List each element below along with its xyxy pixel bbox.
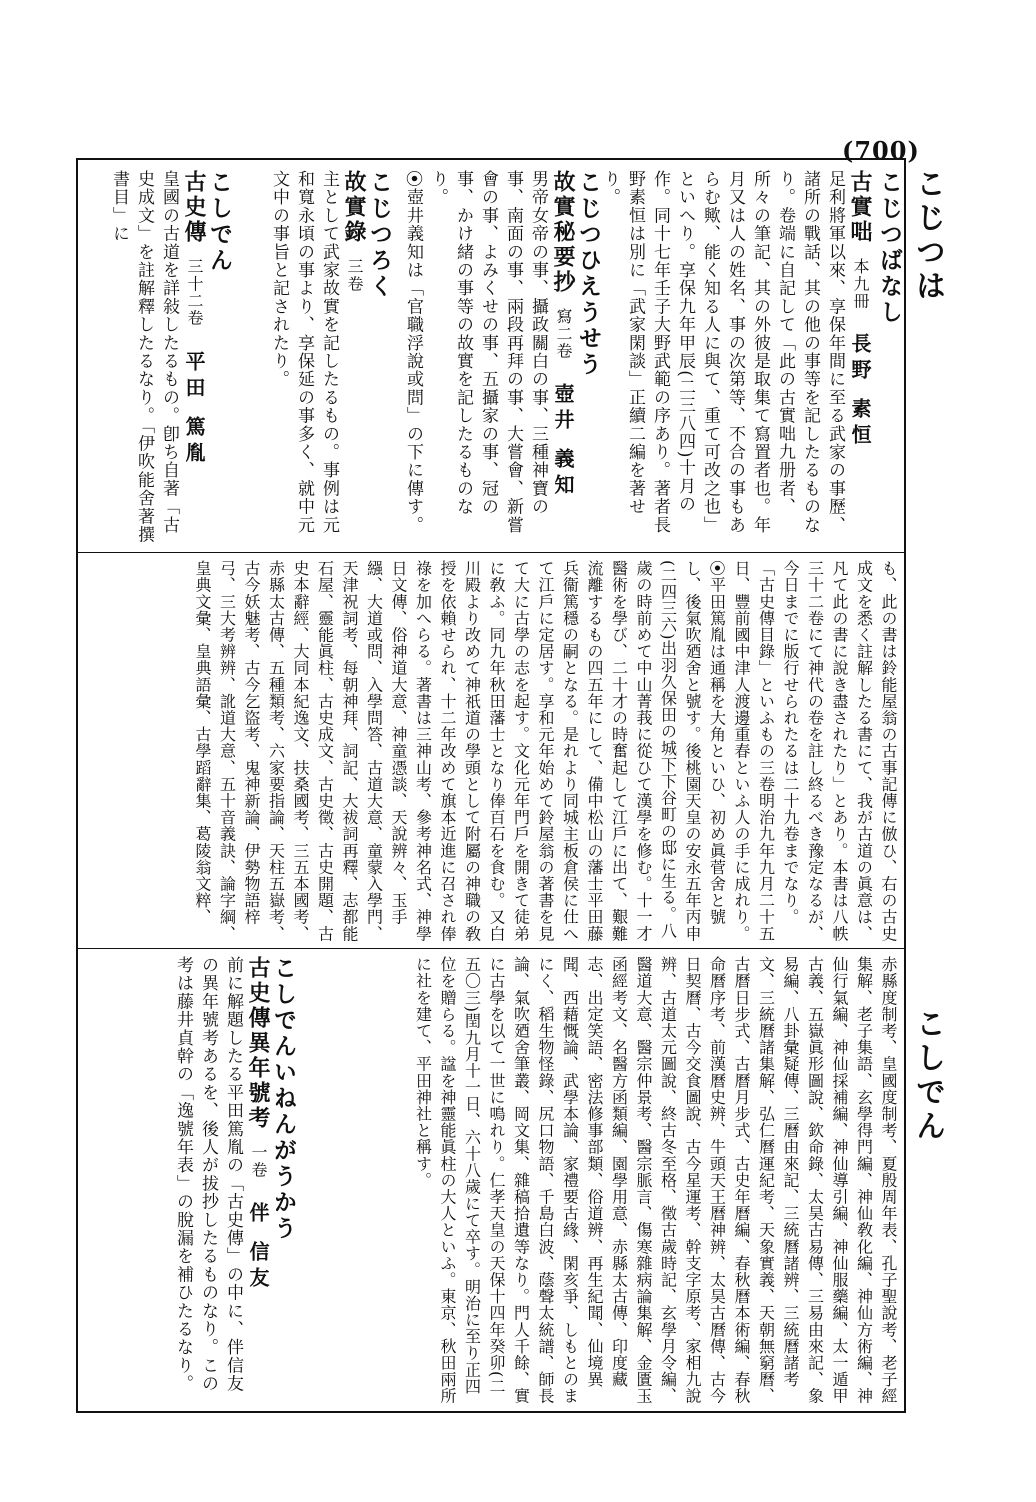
volume-count: 寫二卷 [554,307,573,360]
entry-reading: こじつひえうせう [575,170,602,378]
koshiden-continuation: も、此の書は鈴能屋翁の古事記傳に倣ひ、右の古史成文を悉く註解したる書にて、我が古道の眞意は、凡て此の書に說き盡されたり」とあり。本書は八帙三十二卷にて神代の卷を註し終るべき豫定なるが、今日までに版行せられたるは二十九卷までなり。「古史傳目錄」といふもの三卷明治九年九月二十五日、豐前國中津人渡邊重春といふ人の手に成れり。 [732,560,898,942]
entry-text: 主として武家故實を記したるもの。事例は元和寬永頃の事より、享保延の事多く、就中元文中の事旨と記されたり。 [269,170,339,534]
entry-kojitsuroku [236,170,392,548]
divider-lower [76,948,906,949]
page-number: (700) [842,136,920,165]
entry-reading: こじつばなし [876,170,903,326]
book-title: 古史傳異年號考 [245,956,271,1131]
running-head-right: こじつは [910,168,945,304]
entry-kojitsuhieusho [396,170,601,548]
hirata-biography: ⦿平田篤胤は通稱を大角といひ、初め眞菅舍と號し、後氣吹廼舍と號す。後桃園天皇の安永五年丙申(二四三六)出羽久保田の城下下谷町の邸に生る。八歲の時前めて中山菁莪に從ひて漢學を修む。十一才醫術を學び、二十才の時奮起して江戶に出て、艱難流離するもの四五年にして、備中松山の藩士平田藤兵衞篤穩の嗣となる。是れより同城主板倉侯に仕へて江戶に定居す。享和元年始めて鈴屋翁の著書を見て大に古學の志を起す。文化元年門戶を開きて徒弟に敎ふ。同九年秋田藩士となり俸百石を食む。又白川殿より改めて神祇道の學頭として附屬の神職の敎授を依賴せられ、十二年改めて旗本近進に召され俸祿を加へらる。著書は三神山考、參考神名式、神學日文傳、俗神道大意、神童憑談、天說辨々、玉手繦、大道或問、入學問答、古道大意、童蒙入學門、天津祝詞考、每朝神拜、詞記、大祓詞再釋、志都能石屋、靈能眞柱、古史成文、古史徵、古史開題、古史本辭經、大同本紀逸文、扶桑國考、三五本國考、赤縣太古傳、五種類考、六家要指論、天柱五嶽考、古今妖魅考、古今乞盜考、鬼神新論、伊勢物語梓弓、三大考辨辨、訛道大意、五十音義訣、論字綱、皇典文彙、皇典語彙、古學蹈辭集、葛陵翁文粹、 [193,560,727,942]
entry-reading: こしでんいねんがうかう [270,956,297,1242]
volume-count: 三十二卷 [185,257,204,327]
entry-text: 前に解題したる平田篤胤の「古史傳」の中に、伴信友の異年號考あるを、後人が拔抄したるものなり。この考は藤井貞幹の「逸號年表」の脫漏を補ひたるなり。 [173,956,243,1393]
volume-count: 一卷 [249,1143,268,1179]
divider-upper [76,552,906,553]
author-name: 平田 篤胤 [182,350,206,468]
entry-text: 足利將軍以來、享保年間に至る武家の事歷、諸所の戰話、其の他の事等を記したるものなり。卷端に自記して「此の古實咄九册者、所々の筆記、其の外彼是取集て寫置者也。年月又は人の姓名、事の次第等、不合の事もあらむ歟、能く知る人に與て、重て可改之也」といへり。享保九年甲辰(二三八四)十月の作。同十七年壬子大野武範の序あり。著者長野素恒は別に「武家閑談」正續二編を著せり。 [600,170,845,534]
running-head-left: こしでん [910,1008,945,1144]
entry-koshiden [84,170,232,548]
entry-text: 皇國の古道を詳敍したるもの。卽ち自著「古史成文」を註解釋したるなり。「伊吹能舍著撰書目」に [109,170,179,544]
volume-count: 本九冊 [851,257,870,310]
book-title: 古史傳 [181,170,207,245]
volume-count: 三卷 [345,257,364,293]
book-title: 古實咄 [847,170,873,245]
works-list-continuation: 赤縣度制考、皇國度制考、夏殷周年表、孔子聖說考、老子經集解、老子集語、玄學得門編、神仙敎化編、神仙方術編、神仙行氣編、神仙採補編、神仙導引編、神仙服藥編、太一遁甲古義、五嶽眞形圖說、欽命錄、太昊古易傳、三易由來記、象易編、八卦彙疑傳、三曆由來記、三統曆諸辨、三統曆諸考文、三統曆諸集解、弘仁曆運紀考、天象實義、天朝無窮曆、古曆日步式、古曆月步式、古史年曆編、春秋曆本術編、春秋命曆序考、前漢曆史辨、牛頭天王曆神辨、太昊古曆傳、古今日契曆、古今交食圖說、古今星運考、幹支字原考、家相九說辨、古道太元圖說、終古冬至格、徵古歲時記、玄學月令編、醫道大意、醫宗仲景考、醫宗脈言、傷寒雜病論集解、金匱玉函經考文、名醫方函類編、園學用意、赤縣太古傳、印度藏志、出定笑語、密法修事部類、俗道辨、再生紀聞、仙境異聞、西藉慨論、武學本論、家禮要古緣、閑亥爭、しもとのまにく、稻生物怪錄、尻口物語、千島白波、蔭聲太統譜、師長論、氣吹廼舍筆叢、岡文集、雜稿拾遺等なり。門人千餘、實に古學を以て一世に鳴れり。仁孝天皇の天保十四年癸卯(二五〇三)閏九月十一日、六十八歲にて卒す。明治に至り正四位を贈らる。諡を神靈能眞柱の大人といふ。東京、秋田兩所に社を建て、平田神社と稱す。 [413,956,898,1405]
entry-reading: こじつろく [366,170,393,300]
middle-text [84,560,900,944]
author-name: 長野 素恒 [848,333,872,451]
entry-text: 男帝女帝の事、攝政關白の事、三種神寶の事、南面の事、兩段再拜の事、大嘗會、新嘗會の事、よみくせの事、五攝家の事、冠の事、かけ緒の事等の故實を記したるものなり。 [428,170,548,534]
entry-reading: こしでん [206,170,233,274]
author-name: 壺井 義知 [551,383,575,501]
lower-continuation [300,956,900,1408]
entry-note: ⦿壺井義知は「官職浮說或問」の下に傳す。 [403,170,423,534]
book-title: 故實秘要抄 [550,170,576,295]
book-title: 故實錄 [341,170,367,245]
entry-koshiden-inengoukou [84,956,296,1408]
author-name: 伴 信友 [246,1202,270,1294]
entry-kojitsubanashi [600,170,903,548]
